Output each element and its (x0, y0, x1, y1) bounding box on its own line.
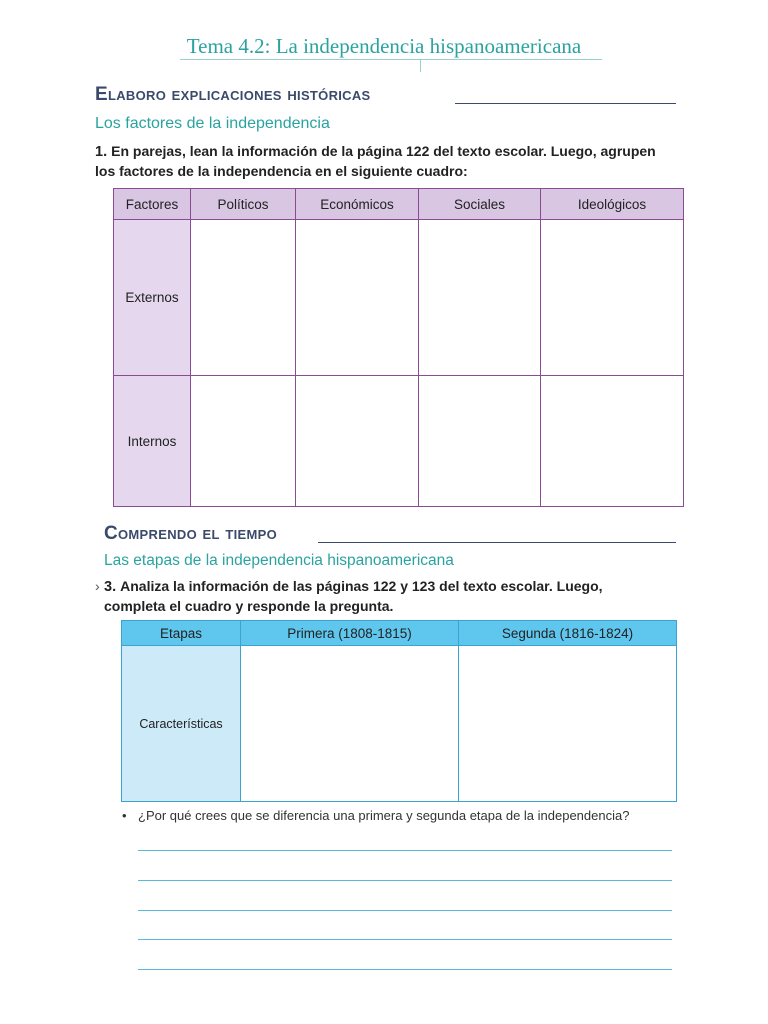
instruction-text-2: Analiza la información de las páginas 122 y 123 del texto escolar. Luego, completa el cuadro y responde la pregunta. (104, 578, 603, 614)
stages-row-caracteristicas (122, 646, 677, 802)
section1-subheading: Los factores de la independencia (95, 115, 330, 132)
section1-instruction (95, 142, 665, 182)
answer-line[interactable] (138, 880, 672, 881)
header-segunda: Segunda (1816-1824) (459, 621, 677, 646)
cell-externos-ideologicos[interactable] (541, 220, 684, 376)
header-etapas: Etapas (122, 621, 241, 646)
answer-line[interactable] (138, 850, 672, 851)
header-sociales: Sociales (419, 189, 541, 220)
header-primera: Primera (1808-1815) (241, 621, 459, 646)
cell-caracteristicas-primera[interactable] (241, 646, 459, 802)
instruction-number: 1. (95, 144, 108, 160)
header-economicos: Económicos (296, 189, 419, 220)
row-label-internos: Internos (114, 376, 191, 507)
answer-line[interactable] (138, 969, 672, 970)
factors-row-internos (114, 376, 684, 507)
answer-line[interactable] (138, 939, 672, 940)
section1-heading-line (455, 103, 676, 104)
header-politicos: Políticos (191, 189, 296, 220)
header-factores: Factores (114, 189, 191, 220)
topic-title-underline (180, 59, 602, 60)
cell-internos-sociales[interactable] (419, 376, 541, 507)
cell-internos-economicos[interactable] (296, 376, 419, 507)
factors-table-header-row (114, 189, 684, 220)
row-label-caracteristicas: Características (122, 646, 241, 802)
factors-table (113, 188, 684, 507)
cell-externos-sociales[interactable] (419, 220, 541, 376)
topic-title-tick (420, 60, 421, 72)
section2-instruction (104, 577, 664, 617)
cell-internos-politicos[interactable] (191, 376, 296, 507)
cell-caracteristicas-segunda[interactable] (459, 646, 677, 802)
stages-table-header-row (122, 621, 677, 646)
header-ideologicos: Ideológicos (541, 189, 684, 220)
factors-row-externos (114, 220, 684, 376)
section2-heading: Comprendo el tiempo (104, 523, 277, 544)
section2-subheading: Las etapas de la independencia hispanoamericana (104, 552, 454, 569)
stages-table (121, 620, 677, 802)
section1-heading: Elaboro explicaciones históricas (95, 84, 371, 105)
question-text: ¿Por qué crees que se diferencia una primera y segunda etapa de la independencia? (138, 808, 630, 823)
answer-line[interactable] (138, 910, 672, 911)
margin-mark: › (95, 578, 100, 594)
cell-externos-economicos[interactable] (296, 220, 419, 376)
question-bullet: • (122, 808, 127, 823)
cell-internos-ideologicos[interactable] (541, 376, 684, 507)
row-label-externos: Externos (114, 220, 191, 376)
section2-heading-line (318, 542, 676, 543)
topic-title: Tema 4.2: La independencia hispanoamericana (186, 34, 582, 58)
cell-externos-politicos[interactable] (191, 220, 296, 376)
instruction-number-2: 3. (104, 579, 117, 595)
instruction-text: En parejas, lean la información de la página 122 del texto escolar. Luego, agrupen los factores de la independencia en el siguiente cuadro: (95, 143, 656, 179)
